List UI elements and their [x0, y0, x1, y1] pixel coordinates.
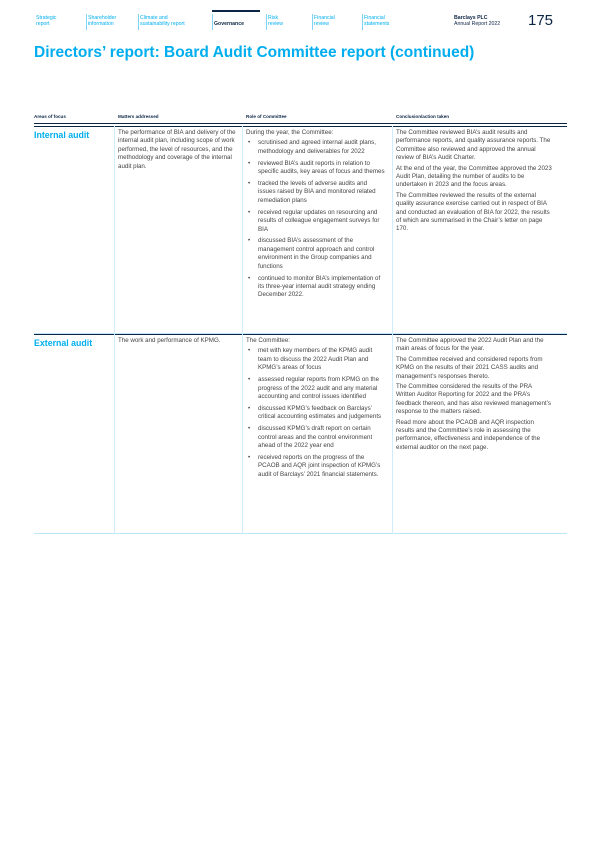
matters-text: The work and performance of KPMG.	[118, 337, 221, 344]
brand-name: Barclays PLC	[454, 15, 488, 21]
role-of-committee	[246, 129, 386, 303]
nav-label-line2: information	[88, 21, 114, 28]
nav-label-line2: Governance	[214, 21, 244, 28]
role-list	[246, 347, 386, 479]
role-bullet: • received regular updates on resourcing and results of colleague engagement surveys for BIA	[246, 209, 386, 234]
conclusion-paragraph: The Committee approved the 2022 Audit Plan and the main areas of focus for the year.	[396, 337, 544, 353]
nav-governance[interactable]	[212, 12, 260, 36]
table-row-internal-audit	[34, 126, 567, 334]
conclusion-paragraph: The Committee received and considered reports from KPMG on the results of their 2021 CASS audits and management’s responses thereto.	[396, 355, 543, 380]
matters-text: The performance of BIA and delivery of the internal audit plan, including scope of work performed, the level of resources, and the methodology and coverage of the internal audit plan.	[118, 129, 236, 170]
table-header	[34, 114, 567, 124]
conclusion-action	[396, 129, 552, 236]
role-list	[246, 139, 386, 299]
nav-label-line2: report	[36, 21, 50, 28]
area-of-focus: Internal audit	[34, 130, 90, 140]
role-bullet: • scrutinised and agreed internal audit plans, methodology and deliverables for 2022	[246, 139, 386, 156]
matters-addressed	[118, 337, 236, 347]
role-bullet: • discussed KPMG’s draft report on certain control areas and the control environment ahead of the 2022 year end	[246, 425, 386, 450]
nav-separator	[312, 14, 313, 30]
header-areas-of-focus: Areas of focus	[34, 114, 66, 119]
nav-label-line1: Shareholder	[88, 15, 117, 21]
nav-separator	[266, 14, 267, 30]
nav-strategic-report[interactable]	[34, 12, 82, 36]
role-bullet: • assessed regular reports from KPMG on the progress of the 2022 audit and any material accounting and control issues identified	[246, 376, 386, 401]
nav-label-line1: Strategic	[36, 15, 57, 21]
table-row-external-audit	[34, 334, 567, 534]
role-bullet: • tracked the levels of adverse audits and issues raised by BIA and monitored related remediation plans	[246, 180, 386, 205]
section-navigation	[34, 12, 567, 36]
nav-label-line1: Climate and	[140, 15, 168, 21]
column-divider	[114, 126, 115, 334]
role-of-committee	[246, 337, 386, 483]
nav-label-line2: sustainability report	[140, 21, 185, 28]
role-bullet: • met with key members of the KPMG audit team to discuss the 2022 Audit Plan and KPMG’s areas of focus	[246, 347, 386, 372]
role-intro: The Committee:	[246, 337, 291, 344]
nav-financial-statements[interactable]	[362, 12, 414, 36]
header-matters-addressed: Matters addressed	[118, 114, 159, 119]
nav-label-line2: review	[314, 21, 329, 28]
conclusion-paragraph: Read more about the PCAOB and AQR inspection results and the Committee’s role in assessing the performance, effectiveness and independence of the external auditor on the next page.	[396, 418, 541, 451]
nav-label-line1: Financial	[364, 15, 385, 21]
conclusion-paragraph: The Committee considered the results of the PRA Written Auditor Reporting for 2022 and the PRA’s feedback thereon, and has also reviewed management’s response to the matters raised.	[396, 383, 552, 416]
page-title: Directors’ report: Board Audit Committee report (continued)	[34, 44, 475, 61]
role-bullet: • reviewed BIA’s audit reports in relation to specific audits, key areas of focus and themes	[246, 160, 386, 177]
column-divider	[242, 334, 243, 534]
nav-climate-sustainability[interactable]	[138, 12, 208, 36]
header-conclusion: Conclusion/action taken	[396, 114, 450, 119]
brand-subtitle: Annual Report 2022	[454, 21, 501, 28]
role-bullet: • discussed KPMG’s feedback on Barclays’ critical accounting estimates and judgements	[246, 405, 386, 422]
nav-label-line1: Financial	[314, 15, 335, 21]
header-role-of-committee: Role of Committee	[246, 114, 287, 119]
column-divider	[392, 126, 393, 334]
nav-risk-review[interactable]	[266, 12, 310, 36]
page-number: 175	[528, 12, 554, 29]
conclusion-paragraph: At the end of the year, the Committee approved the 2023 Audit Plan, detailing the number of audits to be undertaken in 2023 and the focus areas.	[396, 164, 552, 189]
conclusion-paragraph: The Committee reviewed BIA’s audit results and performance reports, and quality assurance reports. The Committee also reviewed and approved the annual review of BIA’s Audit Charter.	[396, 129, 551, 162]
nav-label-line2: review	[268, 21, 283, 28]
matters-addressed	[118, 129, 236, 173]
nav-separator	[138, 14, 139, 30]
conclusion-paragraph: The Committee reviewed the results of the external quality assurance exercise carried out in respect of BIA and conducted an evaluation of BIA for 2022, the results of which are summarised in the Chair’s letter on page 170.	[396, 191, 550, 233]
nav-label-line2: statements	[364, 21, 390, 28]
conclusion-action	[396, 337, 552, 454]
nav-shareholder-information[interactable]	[86, 12, 134, 36]
role-bullet: • continued to monitor BIA’s implementation of its three-year internal audit strategy ending December 2022.	[246, 275, 386, 300]
nav-separator	[362, 14, 363, 30]
brand-block	[454, 12, 534, 27]
column-divider	[114, 334, 115, 534]
column-divider	[242, 126, 243, 334]
role-intro: During the year, the Committee:	[246, 129, 334, 136]
nav-label-line1: Risk	[268, 15, 279, 21]
column-divider	[392, 334, 393, 534]
nav-separator	[212, 14, 213, 30]
nav-financial-review[interactable]	[312, 12, 360, 36]
role-bullet: • discussed BIA’s assessment of the management control approach and control environment in the Group companies and functions	[246, 237, 386, 271]
role-bullet: • received reports on the progress of the PCAOB and AQR joint inspection of KPMG’s audit of Barclays’ 2021 financial statements.	[246, 454, 386, 479]
nav-separator	[86, 14, 87, 30]
area-of-focus: External audit	[34, 338, 93, 348]
